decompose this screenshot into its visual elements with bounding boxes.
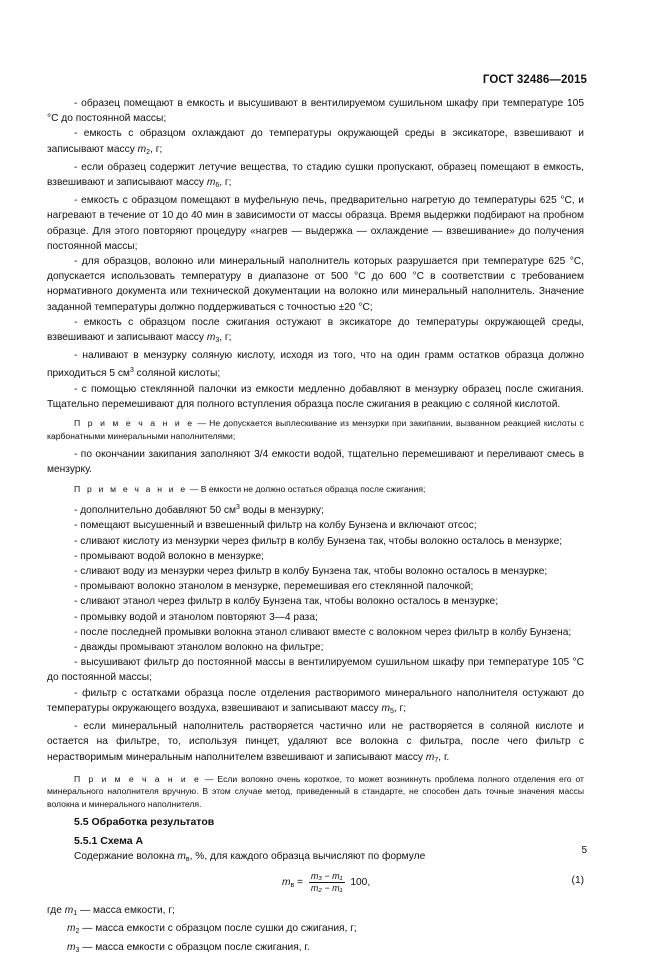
step-drain-ethanol: - сливают этанол через фильтр в колбу Бунзена так, чтобы волокно осталось в мензурке; [74,596,499,608]
step-dry-filter: - высушивают фильтр до постоянной массы в вентилируемом сушильном шкафу при температуре 105 °С до постоянной массы; [47,657,584,684]
legend-item-1: где $m_1$ — масса емкости, г; [47,905,175,918]
step-add-sample: - с помощью стеклянной палочки из емкости медленно добавляют в мензурку образец после сжигания. Тщательно перемешивают для полного вступления образца после сжигания в реакцию с соляной кислотой. [47,383,584,410]
step-wash-filter: - дважды промывают этанолом волокно на фильтре; [74,642,324,654]
step-drain-water: - сливают воду из мензурки через фильтр в колбу Бунзена так, чтобы волокно осталось в мензурке; [74,566,548,578]
legend-item-2: $m_2$ — масса емкости с образцом после сушки до сжигания, г; [67,923,357,936]
equation-number: (1) [571,875,584,887]
step-filter-setup: - помещают высушенный и взвешенный фильтр на колбу Бунзена и включают отсос; [74,520,477,532]
note-2: П р и м е ч а н и е — В емкости не должно остаться образца после сжигания; [74,483,426,494]
step-cooling: - емкость с образцом охлаждают до температуры окружающей среды в эксикаторе, взвешивают и записывают массу $m_2$, г; [47,128,584,156]
section-heading-5-5-1: 5.5.1 Схема А [74,834,144,847]
step-final-drain: - после последней промывки волокна этанол сливают вместе с волокном через фильтр в колбу Бунзена; [74,626,572,638]
formula-intro: Содержание волокна $m_в$, %, для каждого образца вычисляют по формуле [74,850,426,863]
formula-fraction: $\frac{\text{m₃ − m₁}}{\text{m₂ − m₁}}$ [310,871,343,894]
formula-block [47,867,584,901]
formula: $m_в$ = $\frac{\text{m₃ − m₁}}{\text{m₂ − m₁}}$ 100, [282,871,371,894]
document-body [47,96,584,958]
step-acid: - наливают в мензурку соляную кислоту, исходя из того, что на один грамм остатков образца должно приходиться 5 $см^3$ соляной кислоты; [47,350,584,380]
step-add-water: - дополнительно добавляют 50 $см^3$ воды в мензурку; [74,504,324,517]
step-volatile: - если образец содержит летучие вещества, то стадию сушки пропускают, образец помещают в емкость, взвешивают и записывают массу $m_6$, г; [47,161,584,190]
step-repeat: - промывку водой и этанолом повторяют 3—4 раза; [74,611,318,623]
page-number: 5 [581,845,587,856]
step-weigh-filter: - фильтр с остатками образца после отделения растворимого минерального наполнителя остужают до температуры окружающего воздуха, взвешивают и записывают массу $m_5$, г; [47,687,584,715]
note-3: П р и м е ч а н и е — Если волокно очень короткое, то может возникнуть проблема полного отделения его от минерального наполнителя вручную. В этом случае метод, приведенный в стандарте, не способен дать точные значения массы волокна и минерального наполнителя. [47,773,584,809]
step-rinse-ethanol: - промывают волокно этанолом в мензурке, перемешивая его стеклянной палочкой; [74,581,474,593]
legend-item-3: $m_3$ — масса емкости с образцом после сжигания, г. [67,941,310,954]
step-fill-water: - по окончании закипания заполняют 3/4 емкости водой, тщательно перемешивают и переливают смесь в мензурку. [47,449,584,476]
step-drying: - образец помещают в емкость и высушивают в вентилируемом сушильном шкафу при температуре 105 °С до постоянной массы; [47,98,584,125]
step-muffle-furnace: - емкость с образцом помещают в муфельную печь, предварительно нагретую до температуры 625 °С, и нагревают в течение от 10 до 40 мин в зависимости от массы образца. Время выдержки подбирают на пробном образце. Для этого повторяют процедуру «нагрев — выдержка — охлаждение — взвешивание» до получения постоянной массы; [47,195,584,252]
step-insoluble-filler: - если минеральный наполнитель растворяется частично или не растворяется в соляной кислоте и остается на фильтре, то, используя пинцет, удаляют все волокна с фильтра, после чего фильтр с нерастворимым минеральным наполнителем взвешивают и записывают массу $m_7$, г. [47,721,584,764]
note-1: П р и м е ч а н и е — Не допускается выплескивание из мензурки при закипании, вызванном реакцией кислоты с карбонатными минеральными наполнителями; [47,418,584,441]
step-drain-acid: - сливают кислоту из мензурки через фильтр в колбу Бунзена так, чтобы волокно осталось в мензурке; [74,535,563,547]
step-cooling-after-burn: - емкость с образцом после сжигания остужают в эксикаторе до температуры окружающей среды, взвешивают и записывают массу $m_3$, г; [47,316,584,345]
step-rinse-water: - промывают водой волокно в мензурке; [74,550,264,562]
section-heading-5-5: 5.5 Обработка результатов [74,816,215,829]
standard-header: ГОСТ 32486—2015 [482,74,587,86]
step-temperature-range: - для образцов, волокно или минеральный наполнитель которых разрушается при температуре 625 °С, допускается использовать температуру в диапазоне от 500 °С до 600 °С в соответствии с требованием нормативного документа или технической документации на волокно или минеральный наполнитель. Значение заданной температуры должно поддерживаться с точностью ±20 °С; [47,256,584,313]
